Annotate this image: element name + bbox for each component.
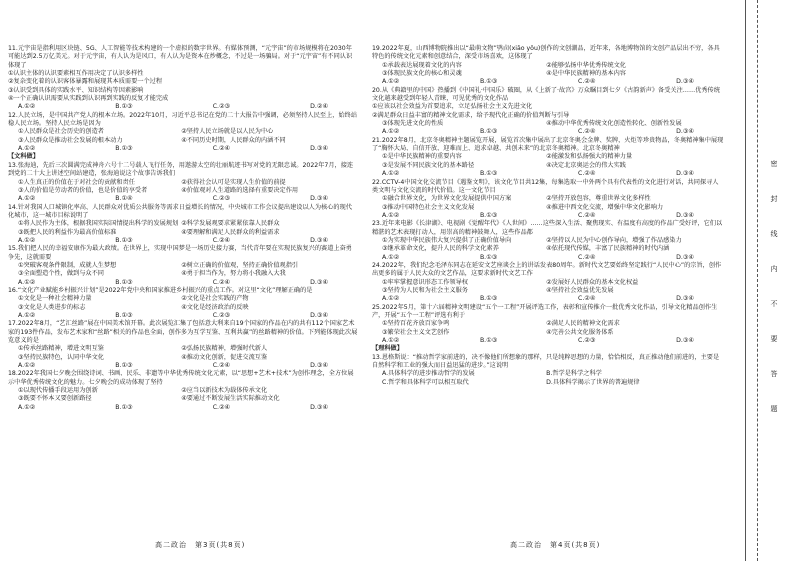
statement: ③既要不怀本又要创新路径 (18, 395, 92, 403)
statement: ①人民群众是社会历史的创造者 (18, 128, 104, 136)
statement: ②坚持开放包容，尊重世界文化多样性 (546, 195, 651, 203)
statement: ④推进中西文化交流，增强中华文化影响力 (546, 203, 664, 211)
seal-line-notice: 密封线内不要答题 (770, 160, 778, 440)
statement: ①以现代传播手段运用为创新 (18, 387, 98, 395)
question-stem: 19.2022年夏，山西博物院推出以“最萌文物”鸮卣(xiāo yǒu)创作的文创潮品，近年来，各地博物馆的文创产品层出不穷，各具特色的传统文化元素和创意结合，深受市场喜欢，这体现了 (372, 45, 720, 61)
statement: ①为实现中华民族伟大复兴提供了正确价值导向 (382, 236, 512, 244)
statement: ①将人民作为主体，根据我国实际国情提出科学的发展规划 (18, 220, 179, 228)
choice-a: A.①② (18, 103, 36, 111)
statement: ②科学发展观要求紧紧依靠人民群众 (181, 220, 280, 228)
statement: ②复杂变化着的认识客体暴露和展现其本质需要一个过程 (8, 78, 163, 86)
choice-b: B.①③ (115, 278, 133, 286)
choice-a: A.①② (382, 337, 400, 345)
statement: ①人生真正的价值在于对社会的贡献和责任 (18, 178, 135, 186)
statement: ②能够弘扬中华优秀传统文化 (546, 61, 626, 69)
choice-c: C.②④ (578, 128, 596, 136)
statement: ①牢牢掌握意识形态工作领导权 (382, 278, 468, 286)
statement: ④文化是经济政治的反映 (181, 303, 249, 311)
answer-choices (8, 195, 358, 203)
statement: ②树立正确的价值观，坚持正确价值观指引 (181, 261, 299, 269)
choice-c: C.②④ (578, 211, 596, 219)
choice-a: A.①② (382, 128, 400, 136)
statement: ④完善公共文化服务体系 (546, 328, 614, 336)
choice-b: B.①③ (115, 236, 133, 244)
choice-a: A.①② (382, 78, 400, 86)
choice-d: D.具体科学揭示了世界的普遍规律 (546, 378, 640, 386)
statement: ④不同历史时期，人民群众的内涵不同 (181, 136, 286, 144)
statements (8, 295, 358, 312)
statement: ①融合世界文化，为世界文化发展提供中国方案 (382, 195, 512, 203)
statement: ③文化是人类进步的标志 (18, 303, 86, 311)
choice-d: D.③④ (310, 312, 328, 319)
statements (372, 195, 724, 212)
choice-c: C.②④ (212, 145, 231, 153)
statements (8, 345, 358, 362)
choice-a: A.①② (382, 253, 400, 261)
question-11 (8, 45, 358, 112)
statement: ③人的价值是劳动者的价值，也是价值的享受者 (18, 186, 148, 194)
statement: ②文化是社会实践的产物 (181, 295, 249, 303)
question-22 (372, 179, 724, 221)
question-stem: 16.“文化产业赋能乡村振兴计划”是2022年党中央和国家推进乡村振兴的重点工作。对这里“文化”理解正确的是 (8, 286, 313, 294)
statements (8, 128, 358, 145)
choice-b: B.①③ (115, 362, 133, 370)
answer-choices (372, 254, 724, 262)
statement: ②发展好人民群众的基本文化权益 (546, 278, 639, 286)
choice-a: A.①② (18, 362, 36, 370)
statements (372, 153, 724, 170)
right-column (372, 45, 724, 387)
question-stem: 11.元宇宙是指利用区块链、5G、人工智能等技术构建的一个虚拟的数字世界。有媒体预测，“元宇宙”的市场规模将在2030年可能达到2.5万亿美元。对于元宇宙，有人认为是风口，有人认为是资本在炒概念，不过是一场骗局。对于“元宇宙”有不同认识体现了 (8, 45, 353, 69)
statement: ④坚持社会效益优先发展 (546, 286, 614, 294)
statement: ④推动中华优秀传统文化创造性转化、创新性发展 (546, 120, 682, 128)
question-stem: 12.人民立场，是中国共产党人的根本立场。2022年10月，习近平总书记在党的二十大报告中强调，必须坚持人民至上，始终站稳人民立场。坚持人民立场是因为 (8, 111, 358, 128)
statement: ②满足群众日益丰富的精神文化需求，给予现代化正确的价值判断与引导 (372, 111, 570, 119)
choice-a: A.①② (18, 312, 36, 319)
answer-choices (8, 279, 358, 287)
choice-c: C.②④ (212, 236, 231, 244)
question-stem: 21.2022年8月，北京冬奥精神主题展览开展，展览首次集中展出了北京冬奥会金牌、奖牌，火炬等珍贵物品，冬奥精神集中展现了“胸怀大局、自信开放、迎难而上、追求卓越、共创未来”的北京冬奥精神。北京冬奥精神 (372, 136, 724, 153)
choice-a: A.①② (18, 145, 36, 153)
statement: ④要通过不断发展生活实际推动文化 (181, 395, 280, 403)
question-16 (8, 287, 358, 320)
choice-b: B.①③ (479, 295, 498, 303)
page-footer-left: 高二政治 第3页(共8页) (155, 541, 246, 549)
choice-d: D.③④ (310, 403, 328, 411)
statement: ①应该以社会效益为首要追求，立足弘扬社会主义先进文化 (372, 103, 533, 111)
choice-b: B.①③ (115, 145, 133, 153)
statement: ④一个正确认识需要从实践到认识再到实践的反复才能完成 (8, 95, 169, 103)
section-heading-wen: 【文科做】 (8, 153, 39, 161)
answer-choices (372, 170, 724, 178)
question-stem: 20.从《典籍里的中国》热播到《中国礼·中国乐》破圈，从《上新了·故宫》万众瞩目到七夕《古韵新声》备受关注……优秀传统文化越来越受到年轻人青睐，可见优秀的文化作品 (372, 86, 720, 103)
choice-c: C.②④ (578, 78, 596, 86)
statement: ④价值观对人生道路的选择有重要决定作用 (181, 186, 299, 194)
choice-b: B.①③ (479, 78, 498, 86)
statements (372, 62, 724, 79)
choice-a: A.①② (18, 278, 36, 286)
choice-d: D.③④ (676, 170, 694, 178)
statement: ①坚持百花齐放百家争鸣 (382, 320, 450, 328)
choice-c: C.②④ (212, 362, 231, 370)
choice-c: C.②③ (578, 337, 596, 345)
choice-d: D.③④ (676, 211, 694, 219)
question-stem: 25.2022年5月，第十六届精神文明建设“五个一工程”开展评选工作，表彰和宣传推介一批优秀文化作品，引导文化精品创作生产，开展“五个一工程”评选有利于 (372, 303, 718, 319)
choice-d: D.③④ (310, 145, 328, 153)
choice-b: B.①③ (479, 211, 498, 219)
statement: ④要理解和满足人民群众的利益需求 (181, 228, 280, 236)
statement: ③繁荣社会主义文艺创作 (382, 328, 450, 336)
question-21 (372, 137, 724, 179)
statement: ③继承革命文化，提升人民的科学文化素养 (382, 245, 499, 253)
statement: ①认识主体的认识要素相互作用决定了认识多样性 (8, 70, 144, 78)
statement: ③推动中国特色社会主义文化发展 (382, 203, 475, 211)
statement: ④勇于担当作为，努力将小我融入大我 (181, 270, 286, 278)
choice-d: D.③④ (310, 236, 328, 244)
statements (372, 320, 724, 337)
question-19 (372, 45, 724, 87)
statement: ①承载表达展现着文化的内容 (382, 61, 462, 69)
statements (372, 279, 724, 296)
choice-c: C.②③ (212, 195, 231, 203)
statement: ②获得社会认可是实现人生价值的前提 (181, 178, 286, 186)
choice-d: D.③④ (676, 128, 694, 136)
choice-b: B.①③ (479, 170, 498, 178)
choice-d: D.②④ (310, 103, 328, 111)
answer-choices (372, 78, 724, 86)
choice-d: D.③④ (310, 195, 328, 203)
statement: ③坚持为人民和为社会主义服务 (382, 286, 468, 294)
answer-choices (8, 237, 358, 245)
answer-choices (8, 103, 358, 111)
statement: ①突破客观条件限制，成就人生梦想 (18, 261, 117, 269)
statements (372, 120, 724, 128)
choice-a: A.①② (382, 211, 400, 219)
question-stem: 14.针对我国人口城镇化率高、人民群众对优质公共服务等需求日益增长的情况，中央城市工作会议提出建设以人为核心的现代化城市，这一城市目标说明了 (8, 203, 352, 219)
statement: ③人民群众是推动社会发展的根本动力 (18, 136, 123, 144)
question-15 (8, 245, 358, 287)
choice-d: D.③④ (676, 337, 694, 345)
question-25 (372, 304, 724, 346)
choice-c: C.②③ (212, 103, 231, 111)
choice-b: B.①④ (115, 195, 133, 203)
question-stem: 15.我们把人民的幸福安康作为最大政绩。在世界上，实现中国梦是一场历史接力赛，当代青年要在实现民族复兴的赛道上奋勇争先，这就需要 (8, 245, 352, 261)
question-17 (8, 320, 358, 370)
statement: ③全面塑造个性，做到与众不同 (18, 270, 104, 278)
choice-b: B.哲学是科学之科学 (546, 370, 602, 378)
choice-b: B.①③ (479, 253, 498, 261)
choice-b: B.①③ (115, 103, 133, 111)
statement: ①是中华民族精神的重要内容 (382, 153, 462, 161)
question-24 (372, 262, 724, 304)
statement: ③是发展不同民族文化的基本路径 (382, 161, 475, 169)
statement: ②满足人民的精神文化需求 (546, 320, 620, 328)
choice-b: B.①③ (115, 312, 133, 319)
answer-choices (8, 145, 358, 153)
choice-c: C.②③ (212, 312, 231, 319)
question-13 (8, 162, 358, 204)
statement: ①文化是一种社会精神力量 (18, 295, 92, 303)
answer-choices (372, 128, 724, 136)
statements (372, 237, 724, 254)
choice-a: A.①② (382, 295, 400, 303)
statement: ④决定北京奥运会的伟大实践 (546, 161, 626, 169)
question-stem: 18.2022年我国七夕晚会围绕诗词、书画、民乐、非遗等中华优秀传统文化元素，以“思想+艺术+技术”为创作理念，全方位展示中华优秀传统文化的魅力。七夕晚会的成功体现了坚持 (8, 370, 354, 386)
question-stem: 22.CCTV-4中国文化交流节目《遇鉴文明》，该文化节目共12集，每集选取一中外两个具有代表性的文化进行对话，共同探寻人类文明与文化交流的时代价值。这一文化节目 (372, 178, 719, 194)
statement: ②坚持人民立场就是以人民为中心 (181, 128, 274, 136)
question-20 (372, 87, 724, 137)
question-18 (8, 370, 358, 412)
choice-c: C.②④ (578, 253, 596, 261)
page-footer-right: 高二政治 第4页(共8页) (510, 541, 601, 549)
statements (8, 220, 358, 237)
choice-a: A.①② (18, 236, 36, 244)
answer-choices (372, 337, 724, 345)
question-stem: 13.恩格斯说：“推动哲学家前进的，决不像他们所想象的那样，只是纯粹思想的力量，恰恰相反，真正推动他们前进的，主要是自然科学和工业的强大而日益迅猛的进步。”这说明 (372, 353, 720, 370)
statement: ③既把人民的利益作为最高价值标准 (18, 228, 117, 236)
statements (8, 262, 358, 279)
binding-line (745, 0, 746, 561)
question-stem: 17.2022年8月，“艺汇丝路”展在中国美术馆开幕。此次展览汇集了包括意大利来自19个国家的作品在内的共有112个国家艺术家的193件作品，发布艺术家和“丝路”相关的作品也全面，创作多为互学互鉴、互利共赢”的丝路精神的价值。下列能体现此次展览意义的是 (8, 320, 358, 345)
statements (8, 387, 358, 404)
choice-a: A.①② (18, 195, 36, 203)
choice-c: C.哲学和具体科学可以相互取代 (382, 378, 469, 386)
answer-choices (372, 295, 724, 303)
statements (8, 179, 358, 196)
question-14 (8, 204, 358, 246)
question-13-li (372, 354, 724, 387)
choice-c: C.②④ (212, 403, 231, 411)
statement: ③认识受到具体的实践水平、知识结构等因素影响 (8, 86, 144, 94)
section-heading-li: 【理科做】 (372, 345, 403, 353)
choice-c: C.②④ (578, 170, 596, 178)
statement: ④是中华民族精神的基本内容 (546, 70, 626, 78)
choice-b: B.①③ (479, 128, 498, 136)
choice-d: D.③④ (676, 253, 694, 261)
choice-d: D.③④ (676, 78, 694, 86)
choice-b: B.①③ (479, 337, 498, 345)
answer-choices (8, 404, 358, 412)
choice-a: A.①② (382, 170, 400, 178)
statement: ③体现先进文化的性质 (382, 120, 444, 128)
question-23 (372, 220, 724, 262)
question-stem: 24.2022年，我们纪念毛泽东同志在延安文艺座谈会上的讲话发表80周年。新时代文艺要始终坚定践行“人民中心”的宗旨，创作出更多的属于人民大众的文艺作品，这要求新时代文艺工作 (372, 261, 722, 278)
question-12 (8, 112, 358, 154)
answer-choices (372, 370, 724, 387)
choice-d: D.③④ (310, 362, 328, 370)
choice-d: D.③④ (676, 295, 694, 303)
question-stem: 13.张海迪，先后三次圆满完成神舟六号十二号载人飞行任务，用遨游太空的壮丽航迹书写对党的无限忠诚。2022年7月，接连到党的二十大上讲述空间站建造，张海迪说这个故事告诉我们 (8, 161, 354, 178)
statement: ①传承丝路精神，增进文明互鉴 (18, 345, 104, 353)
answer-choices (372, 212, 724, 220)
question-stem: 23.近年来电影《长津湖》、电视剧《觉醒年代》《人世间》……这些深入生活、聚焦现实、有温度有高度的作品广受好评，它们以精湛的艺术表现打动人，用崇高的精神鼓舞人，这些作品都 (372, 220, 723, 236)
statement: ③体现民族文化的核心和灵魂 (382, 70, 462, 78)
statement: ④依托现代传媒，丰富了民族精神的时代内涵 (546, 245, 670, 253)
choice-c: C.②④ (578, 295, 596, 303)
seal-dashed-line (757, 0, 758, 561)
statement: ②弘扬民族精神，增强时代新人 (181, 345, 268, 353)
left-column (8, 45, 358, 412)
choice-a: A.①② (18, 403, 36, 411)
statement: ②能激发和弘扬强大的精神力量 (546, 153, 633, 161)
statement: ③坚持民族特色，认同中华文化 (18, 353, 104, 361)
statement: ②应当以新技术为载体传承文化 (181, 387, 268, 395)
statement: ②坚持以人民为中心创作导向，增强了作品感染力 (546, 236, 682, 244)
choice-c: C.②④ (212, 278, 231, 286)
choice-d: D.③④ (310, 278, 328, 286)
statement: ④推动文化创新，促进交流互鉴 (181, 353, 268, 361)
choice-a: A.具体科学的进步推动哲学的发展 (382, 370, 475, 378)
choice-b: B.①③ (115, 403, 133, 411)
